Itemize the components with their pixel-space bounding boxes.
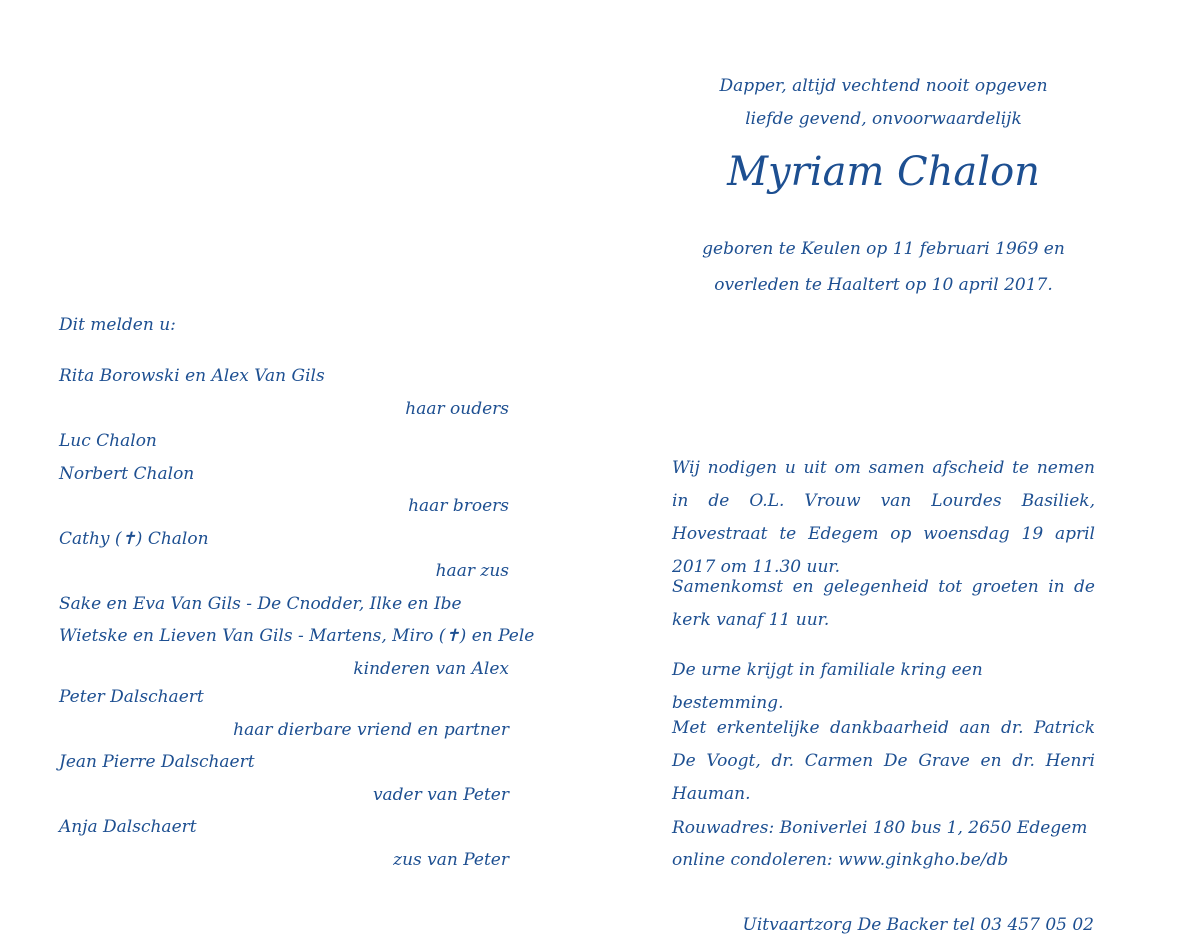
- mourning-address: Rouwadres: Boniverlei 180 bus 1, 2650 Edegem: [672, 818, 1088, 838]
- death-line: overleden te Haaltert op 10 april 2017.: [714, 275, 1053, 295]
- deceased-name: Myriam Chalon: [727, 149, 1040, 195]
- family-names: Wietske en Lieven Van Gils - Martens, Miro (✝) en Pele: [59, 626, 535, 646]
- family-names: Jean Pierre Dalschaert: [59, 752, 255, 772]
- family-names: Sake en Eva Van Gils - De Cnodder, Ilke en Ibe: [59, 594, 462, 614]
- urn-info: De urne krijgt in familiale kring een bestemming.: [672, 660, 983, 713]
- family-names: Cathy (✝) Chalon: [59, 529, 209, 549]
- birth-line: geboren te Keulen op 11 februari 1969 en: [702, 239, 1065, 259]
- announcement-intro: Dit melden u:: [59, 315, 176, 335]
- family-names: Rita Borowski en Alex Van Gils: [59, 366, 325, 386]
- family-relation: vader van Peter: [372, 785, 509, 805]
- family-names: Luc Chalon: [59, 431, 157, 451]
- family-relation: haar dierbare vriend en partner: [233, 720, 509, 740]
- family-names: Anja Dalschaert: [59, 817, 197, 837]
- ceremony-invitation: Wij nodigen u uit om samen afscheid te nemen in de O.L. Vrouw van Lourdes Basiliek, Hovestraat te Edegem op woensdag 19 april 2017 om 11.30 uur.: [672, 458, 1095, 577]
- family-relation: haar ouders: [405, 399, 509, 419]
- gathering-info: Samenkomst en gelegenheid tot groeten in de kerk vanaf 11 uur.: [672, 577, 1095, 630]
- family-relation: haar zus: [435, 561, 509, 581]
- undertaker-info: Uitvaartzorg De Backer tel 03 457 05 02: [742, 915, 1094, 935]
- motto-line-2: liefde gevend, onvoorwaardelijk: [745, 109, 1022, 129]
- online-condolences[interactable]: online condoleren: www.ginkgho.be/db: [672, 850, 1009, 870]
- family-names: Norbert Chalon: [59, 464, 195, 484]
- thanks-note: Met erkentelijke dankbaarheid aan dr. Patrick De Voogt, dr. Carmen De Grave en dr. Henri Hauman.: [672, 718, 1095, 804]
- family-relation: zus van Peter: [393, 850, 509, 870]
- family-relation: haar broers: [408, 496, 509, 516]
- motto-line-1: Dapper, altijd vechtend nooit opgeven: [719, 76, 1048, 96]
- family-relation: kinderen van Alex: [353, 659, 509, 679]
- family-names: Peter Dalschaert: [59, 687, 204, 707]
